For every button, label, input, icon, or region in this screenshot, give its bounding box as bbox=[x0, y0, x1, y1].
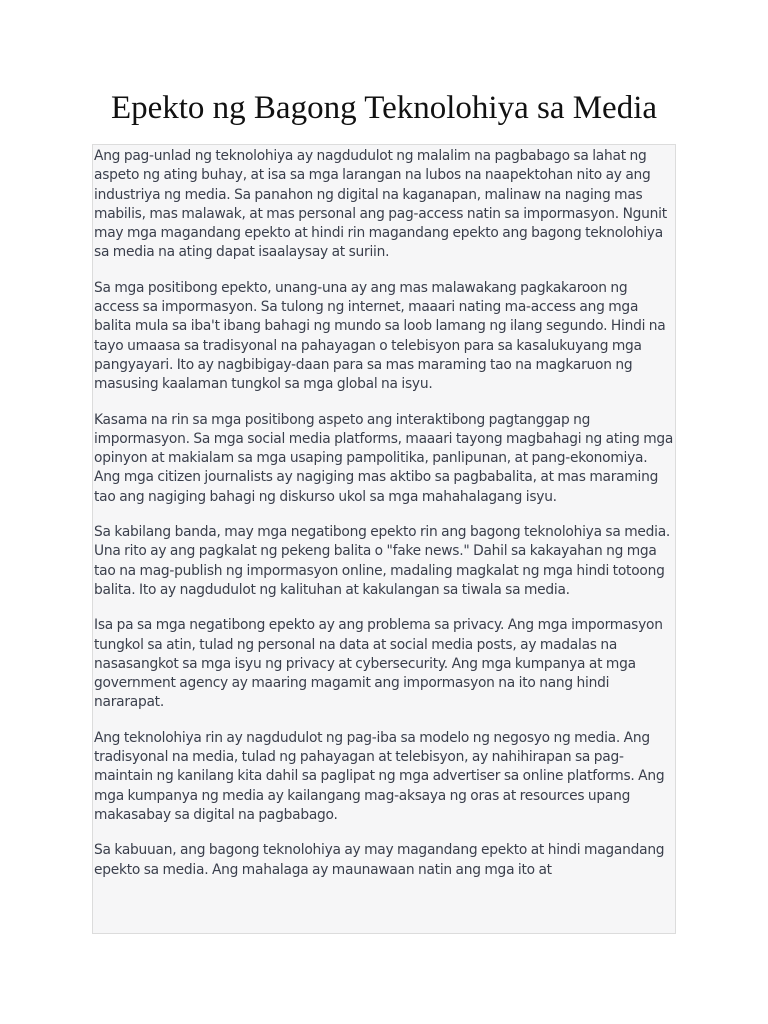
page-title: Epekto ng Bagong Teknolohiya sa Media bbox=[110, 90, 658, 126]
paragraph-6: Ang teknolohiya rin ay nagdudulot ng pag-iba sa modelo ng negosyo ng media. Ang tradisyonal na media, tulad ng pahayagan at telebisyon, ay nahihirapan sa pag-maintain ng kanilang kita dahil sa paglipat ng mga advertiser sa online platforms. Ang mga kumpanya ng media ay kailangang mag-aksaya ng oras at resources upang makasabay sa digital na pagbabago. bbox=[94, 729, 665, 823]
essay-text-box bbox=[92, 144, 676, 934]
paragraph-4: Sa kabilang banda, may mga negatibong epekto rin ang bagong teknolohiya sa media. Una rito ay ang pagkalat ng pekeng balita o "fake news." Dahil sa kakayahan ng mga tao na mag-publish ng impormasyon online, madaling magkalat ng mga hindi totoong balita. Ito ay nagdudulot ng kalituhan at kakulangan sa tiwala sa media. bbox=[94, 524, 671, 598]
paragraph-5: Isa pa sa mga negatibong epekto ay ang problema sa privacy. Ang mga impormasyon tungkol sa atin, tulad ng personal na data at social media posts, ay madalas na nasasangkot sa mga isyu ng privacy at cybersecurity. Ang mga kumpanya at mga government agency ay maaring magamit ang impormasyon na ito nang hindi nararapat. bbox=[94, 617, 663, 711]
paragraph-2: Sa mga positibong epekto, unang-una ay ang mas malawakang pagkakaroon ng access sa impormasyon. Sa tulong ng internet, maaari nating ma-access ang mga balita mula sa iba't ibang bahagi ng mundo sa loob lamang ng ilang segundo. Hindi na tayo umaasa sa tradisyonal na pahayagan o telebisyon para sa kasalukuyang mga pangyayari. Ito ay nagbibigay-daan para sa mas maraming tao na magkaruon ng masusing kaalaman tungkol sa mga global na isyu. bbox=[94, 279, 666, 393]
essay-body bbox=[93, 145, 675, 880]
paragraph-1: Ang pag-unlad ng teknolohiya ay nagdudulot ng malalim na pagbabago sa lahat ng aspeto ng ating buhay, at isa sa mga larangan na lubos na naapektohan nito ay ang industriya ng media. Sa panahon ng digital na kaganapan, malinaw na naging mas mabilis, mas malawak, at mas personal ang pag-access natin sa impormasyon. Ngunit may mga magandang epekto at hindi rin magandang epekto ang bagong teknolohiya sa media na ating dapat isaalaysay at suriin. bbox=[94, 148, 667, 261]
paragraph-7: Sa kabuuan, ang bagong teknolohiya ay may magandang epekto at hindi magandang epekto sa media. Ang mahalaga ay maunawaan natin ang mga ito at bbox=[94, 842, 665, 878]
paragraph-3: Kasama na rin sa mga positibong aspeto ang interaktibong pagtanggap ng impormasyon. Sa mga social media platforms, maaari tayong magbahagi ng ating mga opinyon at makialam sa mga usaping pampolitika, panlipunan, at pang-ekonomiya. Ang mga citizen journalists ay nagiging mas aktibo sa pagbabalita, at mas maraming tao ang nagiging bahagi ng diskurso ukol sa mga mahahalagang isyu. bbox=[94, 411, 674, 505]
